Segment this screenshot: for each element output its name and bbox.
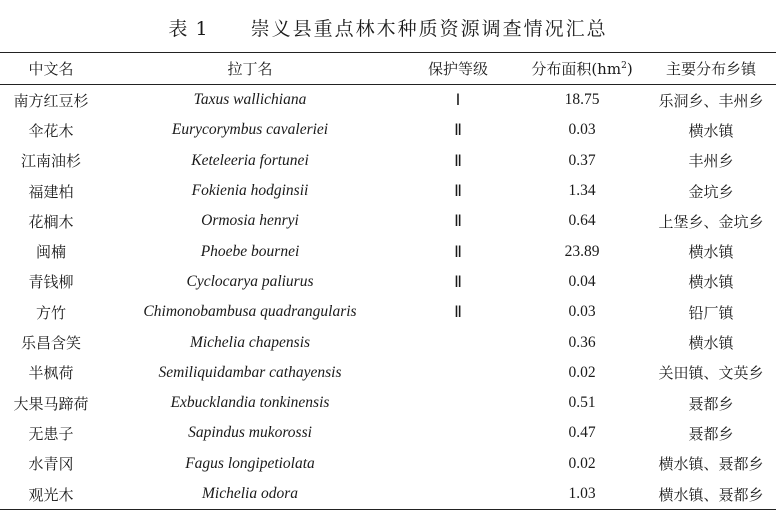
cell-area: 0.37	[568, 151, 596, 169]
cell-area: 0.64	[568, 212, 596, 230]
cell-protection-level: Ⅱ	[454, 243, 462, 261]
header-area-prefix: 分布面积(hm	[531, 60, 622, 78]
table-row	[0, 418, 776, 448]
cell-towns: 铅厂镇	[688, 303, 734, 322]
cell-latin-name: Cyclocarya paliurus	[186, 272, 314, 290]
cell-area: 0.51	[568, 394, 596, 412]
header-chinese-name: 中文名	[0, 53, 102, 85]
table-row	[0, 146, 776, 176]
cell-towns: 横水镇、聂都乡	[658, 455, 764, 474]
cell-protection-level: Ⅱ	[454, 122, 462, 140]
cell-chinese-name: 伞花木	[28, 121, 74, 140]
cell-towns: 横水镇	[688, 243, 734, 262]
cell-chinese-name: 观光木	[0, 479, 102, 510]
table-row	[0, 115, 776, 145]
table-title: 崇义县重点林木种质资源调查情况汇总	[250, 18, 608, 40]
cell-towns: 横水镇	[688, 334, 734, 353]
cell-area: 0.04	[568, 272, 596, 290]
cell-chinese-name: 方竹	[35, 303, 66, 322]
cell-chinese-name: 乐昌含笑	[20, 334, 81, 353]
table-row	[0, 327, 776, 357]
cell-towns: 聂都乡	[688, 424, 734, 443]
header-area-suffix: )	[626, 60, 633, 78]
cell-towns: 横水镇	[688, 273, 734, 292]
cell-latin-name: Eurycorymbus cavaleriei	[171, 121, 329, 139]
table-body	[0, 85, 776, 510]
cell-latin-name: Michelia odora	[102, 479, 398, 510]
cell-protection-level: Ⅱ	[454, 213, 462, 231]
cell-protection-level: Ⅱ	[454, 273, 462, 291]
cell-towns: 上堡乡、金坑乡	[658, 212, 764, 231]
cell-area: 1.03	[518, 479, 646, 510]
cell-chinese-name: 花榈木	[28, 212, 74, 231]
cell-area: 23.89	[564, 242, 600, 260]
cell-chinese-name: 福建柏	[28, 182, 74, 201]
cell-latin-name: Phoebe bournei	[200, 242, 300, 260]
species-table	[0, 52, 776, 510]
cell-towns: 聂都乡	[688, 394, 734, 413]
cell-area: 0.03	[568, 303, 596, 321]
table-row	[0, 358, 776, 388]
header-row	[0, 53, 776, 85]
cell-chinese-name: 南方红豆杉	[13, 91, 89, 110]
cell-towns: 金坑乡	[688, 182, 734, 201]
cell-chinese-name: 江南油杉	[20, 152, 81, 171]
cell-chinese-name: 水青冈	[28, 455, 74, 474]
cell-latin-name: Exbucklandia tonkinensis	[170, 394, 330, 412]
table-number: 表 1	[168, 18, 209, 40]
cell-latin-name: Michelia chapensis	[189, 333, 311, 351]
cell-towns: 丰州乡	[688, 152, 734, 171]
cell-area: 0.03	[568, 121, 596, 139]
cell-area: 1.34	[568, 182, 596, 200]
cell-area: 0.47	[568, 424, 596, 442]
cell-latin-name: Ormosia henryi	[201, 212, 299, 230]
cell-area: 0.36	[568, 333, 596, 351]
cell-towns: 横水镇	[688, 121, 734, 140]
header-latin-name: 拉丁名	[102, 53, 398, 85]
cell-protection-level: Ⅱ	[454, 152, 462, 170]
cell-area: 0.02	[568, 363, 596, 381]
header-towns: 主要分布乡镇	[646, 53, 776, 85]
table-row	[0, 236, 776, 266]
cell-chinese-name: 大果马蹄荷	[13, 394, 89, 413]
cell-protection-level	[398, 388, 518, 418]
cell-area: 0.02	[568, 454, 596, 472]
cell-latin-name: Chimonobambusa quadrangularis	[143, 303, 357, 321]
table-row	[0, 388, 776, 418]
cell-protection-level	[398, 358, 518, 388]
cell-chinese-name: 闽楠	[35, 243, 66, 262]
table-row	[0, 449, 776, 479]
cell-towns: 乐洞乡、丰州乡	[658, 91, 764, 110]
cell-latin-name: Fokienia hodginsii	[191, 182, 309, 200]
cell-chinese-name: 半枫荷	[28, 364, 74, 383]
table-caption	[0, 14, 776, 41]
table-row	[0, 297, 776, 327]
cell-towns: 横水镇、聂都乡	[646, 479, 776, 510]
cell-latin-name: Fagus longipetiolata	[185, 454, 315, 472]
table-row	[0, 176, 776, 206]
cell-protection-level: Ⅰ	[455, 92, 461, 110]
cell-area: 18.75	[564, 91, 600, 109]
cell-latin-name: Taxus wallichiana	[193, 91, 307, 109]
header-area	[518, 53, 646, 85]
cell-protection-level	[398, 449, 518, 479]
header-protection-level: 保护等级	[398, 53, 518, 85]
cell-protection-level: Ⅱ	[454, 183, 462, 201]
header-area-sup: 2	[621, 61, 627, 71]
cell-protection-level	[398, 418, 518, 448]
table-row	[0, 479, 776, 510]
cell-chinese-name: 青钱柳	[28, 273, 74, 292]
cell-latin-name: Keteleeria fortunei	[191, 151, 309, 169]
table-row	[0, 206, 776, 236]
table-header	[0, 53, 776, 85]
cell-protection-level	[398, 479, 518, 510]
cell-towns: 关田镇、文英乡	[658, 364, 764, 383]
table-row	[0, 267, 776, 297]
table-row	[0, 85, 776, 116]
cell-protection-level: Ⅱ	[454, 304, 462, 322]
cell-chinese-name: 无患子	[28, 424, 74, 443]
cell-protection-level	[398, 327, 518, 357]
cell-latin-name: Sapindus mukorossi	[188, 424, 312, 442]
cell-latin-name: Semiliquidambar cathayensis	[158, 363, 342, 381]
